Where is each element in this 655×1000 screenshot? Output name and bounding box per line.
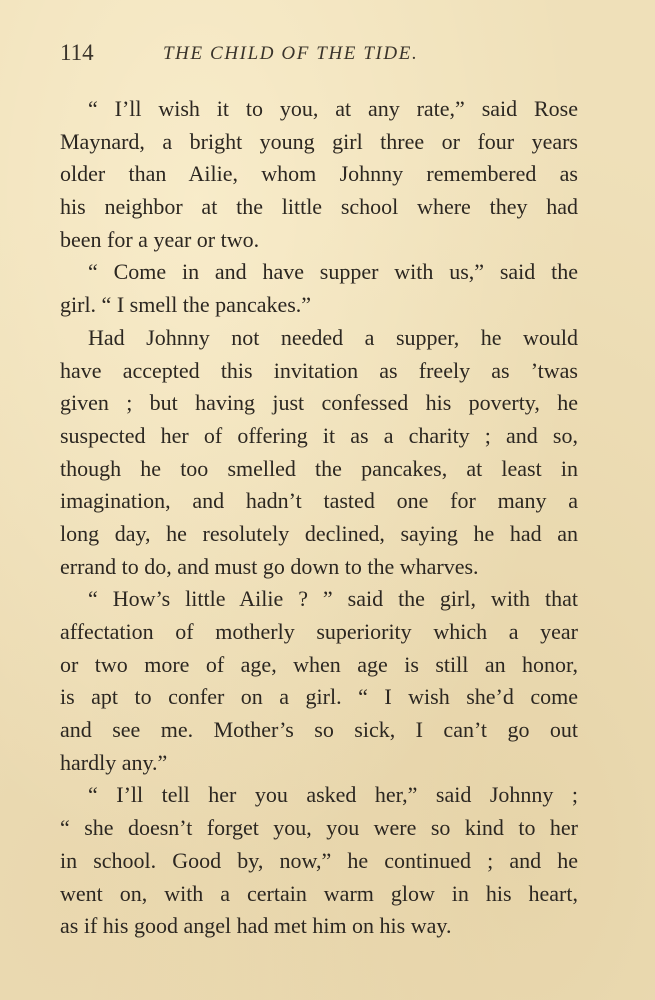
text-line: and see me. Mother’s so sick, I can’t go out: [60, 717, 578, 743]
text-line: “ Come in and have supper with us,” said the: [88, 259, 578, 285]
page-number: 114: [60, 40, 94, 65]
text-line: “ How’s little Ailie ? ” said the girl, with that: [88, 586, 578, 612]
text-line: have accepted this invitation as freely as ’twas: [60, 357, 578, 383]
text-line: Had Johnny not needed a supper, he would: [88, 324, 578, 350]
text-line: “ I’ll wish it to you, at any rate,” said Rose: [88, 96, 578, 121]
text-line: is apt to confer on a girl. “ I wish she’d come: [60, 684, 578, 710]
text-line: went on, with a certain warm glow in his heart,: [60, 880, 578, 906]
text-line: though he too smelled the pancakes, at least in: [60, 455, 578, 481]
running-head: [60, 40, 580, 70]
text-line: “ she doesn’t forget you, you were so kind to her: [60, 815, 578, 841]
text-line: affectation of motherly superiority which a year: [60, 619, 578, 644]
text-line: older than Ailie, whom Johnny remembered as: [60, 161, 578, 187]
text-line: hardly any.”: [60, 749, 168, 775]
text-line: “ I’ll tell her you asked her,” said Johnny ;: [88, 782, 578, 808]
text-line: given ; but having just confessed his poverty, he: [60, 390, 578, 416]
text-line: in school. Good by, now,” he continued ; and he: [60, 847, 578, 873]
running-title: THE CHILD OF THE TIDE.: [163, 43, 419, 64]
body-text: [60, 93, 578, 943]
text-line: girl. “ I smell the pancakes.”: [60, 292, 312, 318]
text-line: his neighbor at the little school where they had: [60, 194, 578, 220]
text-line: long day, he resolutely declined, saying he had an: [60, 520, 578, 546]
text-line: as if his good angel had met him on his way.: [60, 913, 452, 939]
text-line: been for a year or two.: [60, 226, 260, 252]
text-line: suspected her of offering it as a charity ; and so,: [60, 422, 578, 448]
text-line: or two more of age, when age is still an honor,: [60, 651, 578, 677]
text-line: Maynard, a bright young girl three or four years: [60, 128, 578, 154]
text-line: errand to do, and must go down to the wharves.: [60, 553, 479, 579]
text-line: imagination, and hadn’t tasted one for many a: [60, 488, 578, 514]
